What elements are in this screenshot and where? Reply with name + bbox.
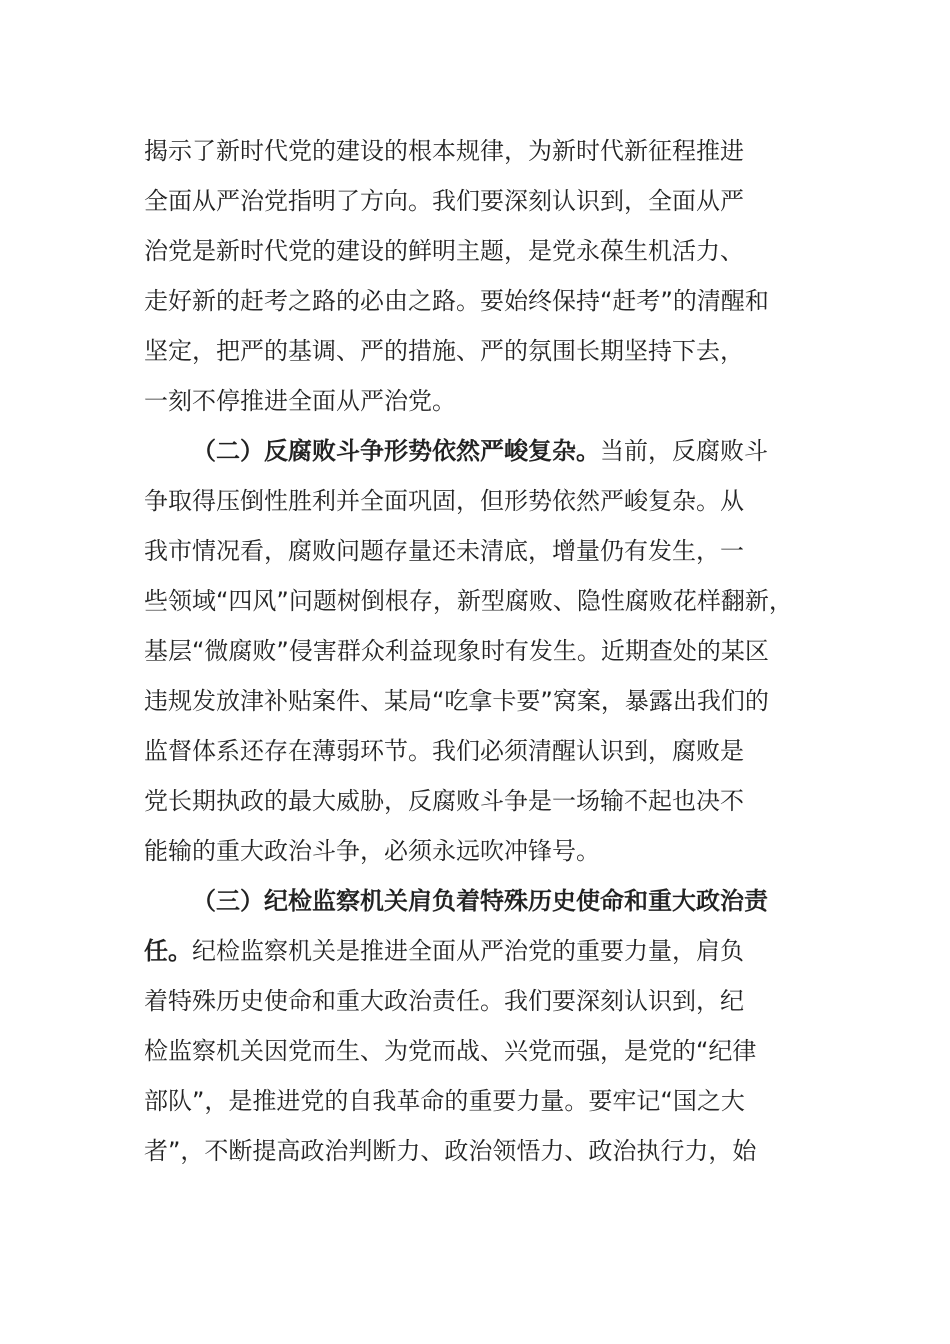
text-line [144,926,824,976]
text-line [144,826,824,876]
paragraph-first-line [144,426,824,476]
section-heading-text: （三）纪检监察机关肩负着特殊历史使命和重大政治责 [192,887,768,915]
text-line [144,176,824,226]
body-text: 当前，反腐败斗 [600,437,768,465]
section-heading-text: 任。 [144,937,192,965]
body-text: 走好新的赶考之路的必由之路。要始终保持“赶考”的清醒和 [144,287,769,315]
text-line [144,326,824,376]
text-line [144,776,824,826]
body-text: 能输的重大政治斗争，必须永远吹冲锋号。 [144,837,600,865]
text-line [144,226,824,276]
body-text: 治党是新时代党的建设的鲜明主题，是党永葆生机活力、 [144,237,744,265]
body-text: 坚定，把严的基调、严的措施、严的氛围长期坚持下去， [144,337,744,365]
text-line [144,476,824,526]
body-text: 违规发放津补贴案件、某局“吃拿卡要”窝案，暴露出我们的 [144,687,769,715]
text-line [144,276,824,326]
body-text: 揭示了新时代党的建设的根本规律，为新时代新征程推进 [144,137,744,165]
body-text: 党长期执政的最大威胁，反腐败斗争是一场输不起也决不 [144,787,744,815]
body-text: 我市情况看，腐败问题存量还未清底，增量仍有发生，一 [144,537,744,565]
text-line [144,376,824,426]
body-text: 基层“微腐败”侵害群众利益现象时有发生。近期查处的某区 [144,637,769,665]
text-line [144,976,824,1026]
body-text: 监督体系还存在薄弱环节。我们必须清醒认识到，腐败是 [144,737,744,765]
text-line [144,126,824,176]
text-line [144,576,824,626]
section-heading-text: （二）反腐败斗争形势依然严峻复杂。 [192,437,600,465]
body-text: 些领域“四风”问题树倒根存，新型腐败、隐性腐败花样翻新， [144,587,793,615]
text-line [144,676,824,726]
body-text: 者”，不断提高政治判断力、政治领悟力、政治执行力，始 [144,1137,757,1165]
text-line [144,726,824,776]
body-text: 全面从严治党指明了方向。我们要深刻认识到，全面从严 [144,187,744,215]
body-text: 着特殊历史使命和重大政治责任。我们要深刻认识到，纪 [144,987,744,1015]
paragraph-first-line [144,876,824,926]
body-text: 检监察机关因党而生、为党而战、兴党而强，是党的“纪律 [144,1037,757,1065]
body-text: 部队”，是推进党的自我革命的重要力量。要牢记“国之大 [144,1087,745,1115]
document-body [144,126,824,1176]
text-line [144,1126,824,1176]
text-line [144,626,824,676]
body-text: 争取得压倒性胜利并全面巩固，但形势依然严峻复杂。从 [144,487,744,515]
body-text: 纪检监察机关是推进全面从严治党的重要力量，肩负 [192,937,744,965]
body-text: 一刻不停推进全面从严治党。 [144,387,456,415]
text-line [144,526,824,576]
text-line [144,1026,824,1076]
text-line [144,1076,824,1126]
